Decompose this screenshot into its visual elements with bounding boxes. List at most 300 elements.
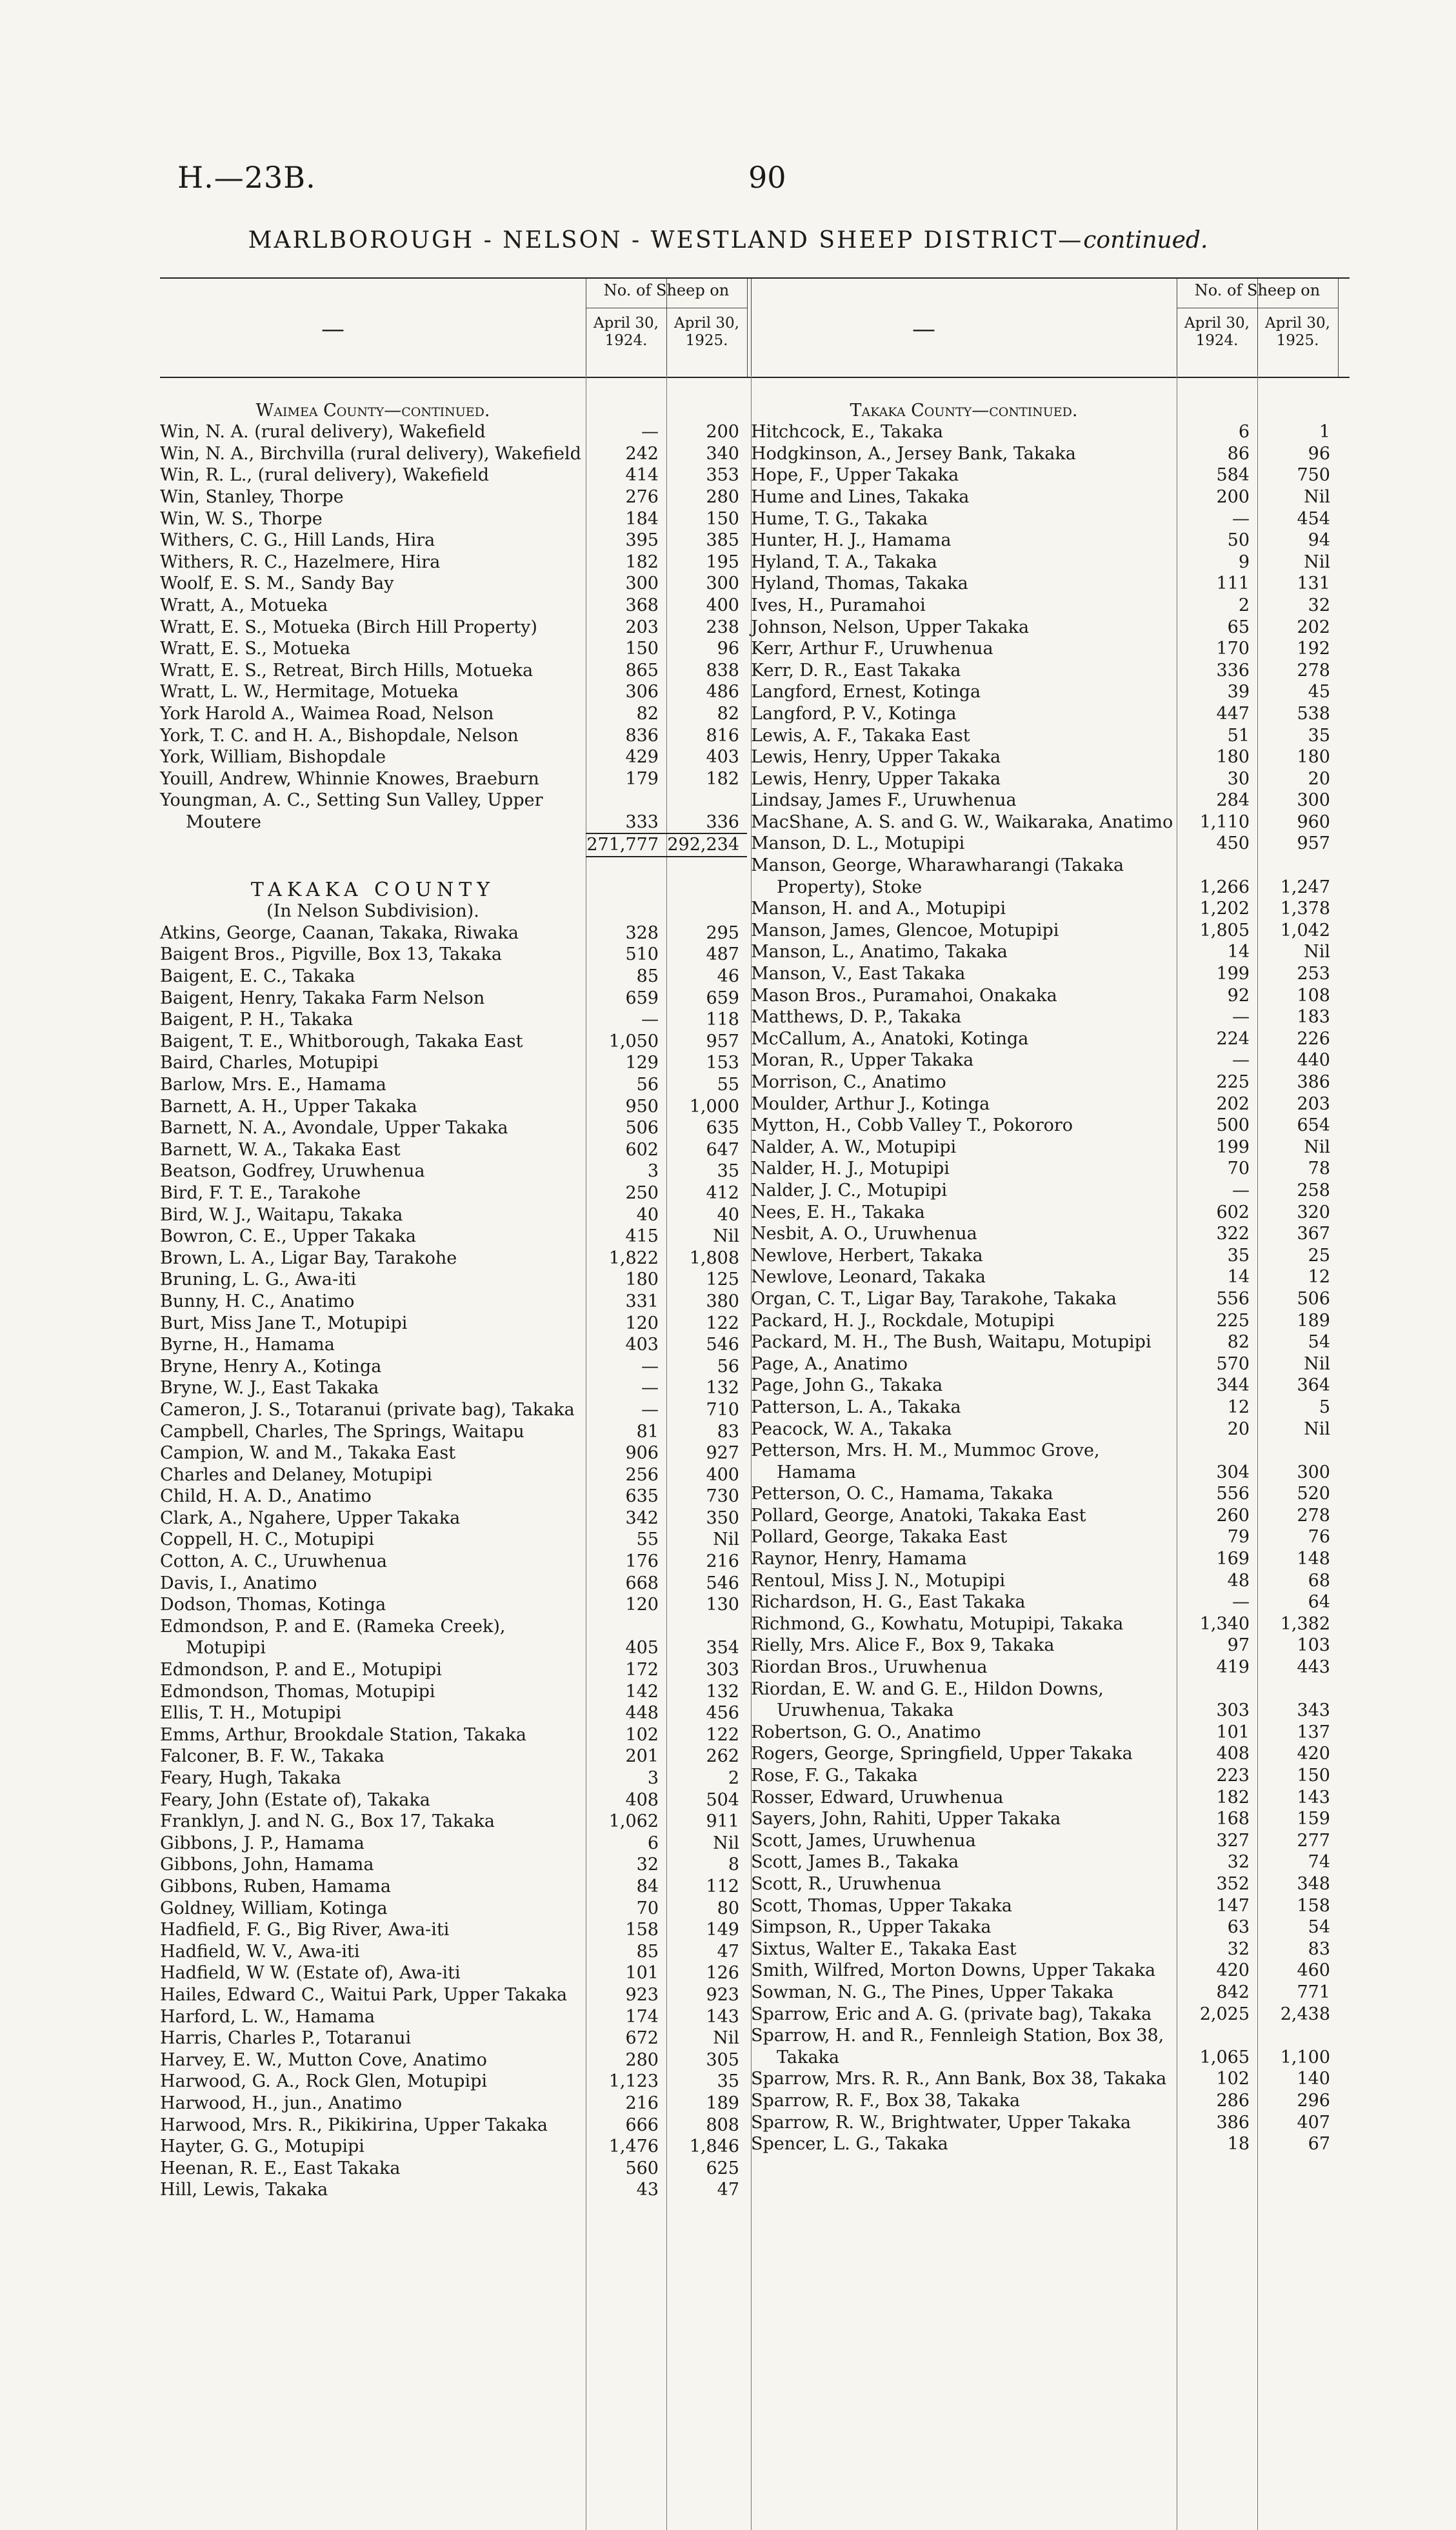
owner-name: Scott, Thomas, Upper Takaka <box>751 1895 1012 1916</box>
sheep-1924: 659 <box>625 988 659 1008</box>
table-row <box>751 1375 1350 1397</box>
owner-name: Win, Stanley, Thorpe <box>160 486 344 507</box>
owner-name: Burt, Miss Jane T., Motupipi <box>160 1313 408 1333</box>
sheep-1925: 20 <box>1308 768 1330 789</box>
sheep-1925: 153 <box>706 1053 739 1073</box>
table-row <box>751 1115 1350 1137</box>
owner-name: Wratt, L. W., Hermitage, Motueka <box>160 682 459 702</box>
table-row <box>751 1419 1350 1440</box>
sheep-1925: 96 <box>1308 443 1330 464</box>
owner-name: Bird, W. J., Waitapu, Takaka <box>160 1204 403 1225</box>
owner-name: Barlow, Mrs. E., Hamama <box>160 1075 386 1095</box>
sheep-1924: 39 <box>1227 682 1250 702</box>
table-row <box>160 1833 759 1855</box>
section-heading-takaka-continued: Takaka County—continued. <box>850 400 1078 421</box>
sheep-1925: 12 <box>1308 1267 1330 1288</box>
sheep-1925: 132 <box>706 1378 739 1399</box>
owner-name: Petterson, O. C., Hamama, Takaka <box>751 1484 1053 1504</box>
table-row <box>751 1158 1350 1180</box>
table-row <box>751 1613 1350 1635</box>
table-row <box>160 1768 759 1789</box>
table-row <box>751 1982 1350 2004</box>
owner-name: Morrison, C., Anatimo <box>751 1072 946 1092</box>
owner-name: Wratt, A., Motueka <box>160 595 328 615</box>
sheep-1924: — <box>641 1356 659 1377</box>
header-april-1925: April 30, 1925. <box>1265 315 1330 349</box>
table-row <box>160 638 759 660</box>
sheep-1925: 296 <box>1297 2090 1330 2111</box>
owner-name: Baird, Charles, Motupipi <box>160 1053 379 1073</box>
header-dash: — <box>321 316 344 343</box>
sheep-1924: 906 <box>625 1443 659 1464</box>
sheep-1924: 14 <box>1227 942 1250 962</box>
table-row <box>751 1635 1350 1657</box>
sheep-1924: 111 <box>1216 573 1250 594</box>
sheep-1925: 189 <box>1297 1310 1330 1331</box>
sheep-1924: 286 <box>1216 2090 1250 2111</box>
sheep-1924: 85 <box>636 966 659 987</box>
owner-name: Feary, John (Estate of), Takaka <box>160 1789 430 1810</box>
table-row <box>751 833 1350 855</box>
sheep-1925: 386 <box>1297 1072 1330 1092</box>
sheep-1925: 808 <box>706 2115 739 2135</box>
owner-name: Nalder, A. W., Motupipi <box>751 1137 957 1157</box>
sheep-1925: 625 <box>706 2158 739 2178</box>
sheep-1924: 174 <box>625 2006 659 2027</box>
table-row <box>751 1071 1350 1093</box>
table-row <box>160 1074 759 1096</box>
sheep-1924: 32 <box>1227 1938 1250 1959</box>
sheep-1924: 560 <box>625 2158 659 2178</box>
owner-name: Atkins, George, Caanan, Takaka, Riwaka <box>160 922 519 943</box>
sheep-1924: 48 <box>1227 1570 1250 1591</box>
sheep-1925: 32 <box>1308 595 1330 615</box>
sheep-1925: 400 <box>706 1464 739 1485</box>
owner-name: Moran, R., Upper Takaka <box>751 1050 974 1071</box>
owner-name: Hayter, G. G., Motupipi <box>160 2137 364 2157</box>
sheep-1924: 327 <box>1216 1830 1250 1851</box>
sheep-1924: 43 <box>636 2180 659 2200</box>
sheep-1924: 450 <box>1216 833 1250 854</box>
owner-name: Pollard, George, Anatoki, Takaka East <box>751 1505 1086 1526</box>
table-row <box>160 595 759 617</box>
table-row <box>160 530 759 552</box>
table-row <box>751 746 1350 768</box>
sheep-1925: 5 <box>1319 1397 1330 1417</box>
sheep-1925: 278 <box>1297 660 1330 681</box>
sheep-1925: 295 <box>706 922 739 943</box>
sheep-1925: 350 <box>706 1508 739 1528</box>
table-row <box>160 2071 759 2093</box>
sheep-1925: 143 <box>1297 1787 1330 1808</box>
owner-name: Hyland, Thomas, Takaka <box>751 573 968 594</box>
district-title-continued: continued. <box>1083 227 1208 254</box>
owner-name: Harwood, G. A., Rock Glen, Motupipi <box>160 2071 488 2092</box>
sheep-1925: 40 <box>717 1204 739 1225</box>
sheep-1924: 1,476 <box>608 2137 659 2157</box>
table-row <box>751 1397 1350 1419</box>
table-row <box>751 725 1350 747</box>
table-row <box>160 1399 759 1421</box>
sheep-1924: 1,266 <box>1199 877 1250 897</box>
sheep-1924: 300 <box>625 573 659 594</box>
owner-name: Rielly, Mrs. Alice F., Box 9, Takaka <box>751 1635 1055 1656</box>
owner-name: Baigent, E. C., Takaka <box>160 966 355 987</box>
owner-name: Packard, M. H., The Bush, Waitapu, Motupipi <box>751 1332 1152 1353</box>
sheep-1924: 6 <box>647 1833 659 1853</box>
table-row <box>160 1789 759 1811</box>
sheep-1924: 56 <box>636 1075 659 1095</box>
sheep-1925: 64 <box>1308 1592 1330 1613</box>
sheep-1925: 189 <box>706 2093 739 2113</box>
table-row <box>751 1440 1350 1483</box>
sheep-1924: 172 <box>625 1660 659 1680</box>
sheep-1924: 32 <box>636 1855 659 1875</box>
header-april-1924: April 30, 1924. <box>593 315 659 349</box>
sheep-1925: 343 <box>1297 1700 1330 1721</box>
table-row <box>751 1722 1350 1744</box>
owner-name: Harwood, Mrs. R., Pikikirina, Upper Takaka <box>160 2115 548 2135</box>
sheep-1924: 101 <box>625 1963 659 1984</box>
owner-name: Bryne, Henry A., Kotinga <box>160 1356 382 1377</box>
table-row <box>751 1093 1350 1115</box>
sheep-1925: 403 <box>706 747 739 768</box>
owner-name: Edmondson, P. and E., Motupipi <box>160 1660 442 1680</box>
sheep-1924: 3 <box>647 1161 659 1182</box>
table-row <box>751 1526 1350 1548</box>
sheep-1925: 911 <box>706 1811 739 1832</box>
sheep-1925: 280 <box>706 486 739 507</box>
sheep-1924: 63 <box>1227 1917 1250 1938</box>
table-row <box>160 1117 759 1139</box>
owner-name: Hill, Lewis, Takaka <box>160 2180 328 2200</box>
table-row <box>751 1873 1350 1895</box>
sheep-1924: 9 <box>1238 552 1250 572</box>
page-number: 90 <box>748 160 786 195</box>
table-row <box>751 464 1350 486</box>
sheep-1924: 82 <box>1227 1332 1250 1353</box>
owner-name: Kerr, D. R., East Takaka <box>751 660 961 681</box>
sheep-1925: 277 <box>1297 1830 1330 1851</box>
owner-name: Robertson, G. O., Anatimo <box>751 1722 981 1742</box>
sheep-1924: 635 <box>625 1486 659 1507</box>
sheep-1924: 12 <box>1227 1397 1250 1417</box>
sheep-1925: 47 <box>717 1941 739 1962</box>
owner-name: Manson, H. and A., Motupipi <box>751 899 1006 919</box>
sheep-1924: 55 <box>636 1529 659 1550</box>
owner-name: Heenan, R. E., East Takaka <box>160 2158 401 2178</box>
table-row <box>751 1743 1350 1765</box>
owner-name: MacShane, A. S. and G. W., Waikaraka, Anatimo <box>751 812 1173 832</box>
table-row <box>160 2049 759 2071</box>
sheep-1925: Nil <box>1304 486 1330 507</box>
owner-name: Scott, James, Uruwhenua <box>751 1830 976 1851</box>
sheep-1924: 142 <box>625 1681 659 1702</box>
owner-name: Manson, V., East Takaka <box>751 964 966 984</box>
sheep-1925: 1,382 <box>1280 1613 1330 1634</box>
sheep-1925: 300 <box>1297 790 1330 811</box>
owner-name: Barnett, W. A., Takaka East <box>160 1139 401 1160</box>
table-row <box>160 1009 759 1031</box>
sheep-1924: 415 <box>625 1226 659 1247</box>
owner-name: Win, N. A., Birchvilla (rural delivery), Wakefield <box>160 443 581 464</box>
left-rows <box>160 378 759 2201</box>
sheep-1925: 385 <box>706 530 739 551</box>
sheep-1925: 45 <box>1308 682 1330 702</box>
table-row <box>160 1313 759 1335</box>
sheep-1925: 125 <box>706 1270 739 1290</box>
sheep-1925: 1,846 <box>689 2137 739 2157</box>
sheep-1925: 960 <box>1297 812 1330 832</box>
sheep-1924: 408 <box>625 1789 659 1810</box>
sheep-1924: 836 <box>625 725 659 746</box>
table-row <box>751 1353 1350 1375</box>
sheep-1925: 278 <box>1297 1505 1330 1526</box>
sheep-1925: 367 <box>1297 1224 1330 1244</box>
sheep-1924: — <box>1232 1180 1250 1200</box>
sheep-1924: 202 <box>1216 1093 1250 1114</box>
table-row <box>160 1876 759 1898</box>
sheep-1925: 68 <box>1308 1570 1330 1591</box>
table-row <box>751 1570 1350 1592</box>
sheep-1924: 180 <box>625 1270 659 1290</box>
owner-name: Lewis, Henry, Upper Takaka <box>751 768 1001 789</box>
table-row <box>160 944 759 966</box>
sheep-1924: 666 <box>625 2115 659 2135</box>
table-row <box>751 1483 1350 1505</box>
sheep-1924: 1,062 <box>608 1811 659 1832</box>
sheep-1924: 179 <box>625 768 659 789</box>
owner-name: Cotton, A. C., Uruwhenua <box>160 1551 387 1572</box>
owner-name: Sparrow, R. W., Brightwater, Upper Takaka <box>751 2112 1132 2133</box>
owner-name: Sparrow, Mrs. R. R., Ann Bank, Box 38, Takaka <box>751 2069 1167 2089</box>
owner-name: Bird, F. T. E., Tarakohe <box>160 1182 361 1203</box>
owner-name: Franklyn, J. and N. G., Box 17, Takaka <box>160 1811 495 1832</box>
table-row <box>160 1681 759 1703</box>
sheep-1924: 2 <box>1238 595 1250 615</box>
sheep-1925: 420 <box>1297 1744 1330 1764</box>
table-row <box>160 1811 759 1833</box>
sheep-1925: 150 <box>706 508 739 529</box>
table-row <box>160 1854 759 1876</box>
sheep-1925: Nil <box>713 1833 739 1853</box>
sheep-1924: 500 <box>1216 1115 1250 1136</box>
sheep-1924: 147 <box>1216 1895 1250 1916</box>
sheep-1925: 506 <box>1297 1288 1330 1309</box>
owner-name: Organ, C. T., Ligar Bay, Tarakohe, Takaka <box>751 1288 1117 1309</box>
sheep-1924: 102 <box>625 1724 659 1745</box>
table-row <box>751 1591 1350 1613</box>
table-row <box>751 963 1350 985</box>
sheep-1925: 407 <box>1297 2112 1330 2133</box>
sheep-1925: 1,100 <box>1280 2047 1330 2067</box>
owner-name: Smith, Wilfred, Morton Downs, Upper Takaka <box>751 1960 1156 1981</box>
sheep-1925: 300 <box>1297 1462 1330 1482</box>
table-row <box>751 1851 1350 1873</box>
owner-name: Nesbit, A. O., Uruwhenua <box>751 1224 977 1244</box>
sheep-1925: 56 <box>717 1356 739 1377</box>
owner-name: Manson, D. L., Motupipi <box>751 833 965 854</box>
sheep-1924: 129 <box>625 1053 659 1073</box>
table-row <box>160 617 759 639</box>
sheep-1924: 256 <box>625 1464 659 1485</box>
table-row <box>160 1356 759 1378</box>
table-row <box>160 768 759 790</box>
sheep-1924: 199 <box>1216 1137 1250 1157</box>
sheep-1925: 2 <box>728 1768 739 1788</box>
table-row <box>751 1505 1350 1527</box>
sheep-1924: 602 <box>625 1139 659 1160</box>
sheep-1925: 443 <box>1297 1657 1330 1678</box>
sheep-1925: 546 <box>706 1335 739 1355</box>
total-1924: 271,777 <box>586 833 666 857</box>
sheep-1924: 14 <box>1227 1267 1250 1288</box>
sheep-1924: 70 <box>636 1898 659 1918</box>
header-april-1925: April 30, 1925. <box>674 315 739 349</box>
sheep-1924: 1,065 <box>1199 2047 1250 2067</box>
owner-name: Rose, F. G., Takaka <box>751 1766 918 1786</box>
sheep-1925: 200 <box>706 422 739 443</box>
sheep-1924: 419 <box>1216 1657 1250 1678</box>
owner-name: Charles and Delaney, Motupipi <box>160 1464 432 1485</box>
sheep-1924: 82 <box>636 703 659 724</box>
table-row <box>751 1028 1350 1050</box>
sheep-1924: 199 <box>1216 964 1250 984</box>
table-row <box>160 1594 759 1616</box>
table-row <box>160 1269 759 1291</box>
owner-name: Hope, F., Upper Takaka <box>751 465 959 486</box>
owner-name: Hadfield, W. V., Awa-iti <box>160 1941 360 1962</box>
sheep-1924: 1,123 <box>608 2071 659 2092</box>
owner-name: Davis, I., Anatimo <box>160 1573 317 1593</box>
table-row <box>751 1657 1350 1678</box>
sheep-1924: 865 <box>625 660 659 681</box>
sheep-1925: 183 <box>1297 1007 1330 1028</box>
table-row <box>160 1898 759 1920</box>
table-row <box>751 1895 1350 1917</box>
document-code: H.—23B. <box>177 160 316 195</box>
owner-name: Richmond, G., Kowhatu, Motupipi, Takaka <box>751 1613 1124 1634</box>
owner-name: Gibbons, J. P., Hamama <box>160 1833 364 1853</box>
sheep-1925: 538 <box>1297 703 1330 724</box>
owner-name: Simpson, R., Upper Takaka <box>751 1917 992 1938</box>
table-row <box>751 421 1350 443</box>
table-row <box>751 1808 1350 1830</box>
table-row <box>751 681 1350 703</box>
sheep-1925: 108 <box>1297 985 1330 1006</box>
sheep-1925: 130 <box>706 1595 739 1615</box>
sheep-1925: 635 <box>706 1118 739 1139</box>
owner-name: Byrne, H., Hamama <box>160 1335 335 1355</box>
sheep-1925: 1,000 <box>689 1096 739 1117</box>
sheep-1924: 158 <box>625 1920 659 1940</box>
table-row <box>751 2004 1350 2026</box>
sheep-1924: — <box>1232 1592 1250 1613</box>
sheep-1924: 150 <box>625 639 659 659</box>
owner-name: Bruning, L. G., Awa-iti <box>160 1270 357 1290</box>
sheep-1925: 35 <box>1308 725 1330 746</box>
sheep-1925: 137 <box>1297 1722 1330 1742</box>
sheep-1925: 258 <box>1297 1180 1330 1200</box>
sheep-1924: 84 <box>636 1876 659 1897</box>
owner-name: Woolf, E. S. M., Sandy Bay <box>160 573 394 594</box>
sheep-1924: 303 <box>1216 1700 1250 1721</box>
owner-name: Win, W. S., Thorpe <box>160 508 323 529</box>
table-row <box>751 985 1350 1007</box>
header-april-1924: April 30, 1924. <box>1184 315 1250 349</box>
table-row <box>160 421 759 443</box>
sheep-1925: 1,042 <box>1280 920 1330 941</box>
sheep-1924: 85 <box>636 1941 659 1962</box>
sheep-1925: Nil <box>1304 552 1330 572</box>
sheep-1924: 276 <box>625 486 659 507</box>
sheep-1925: 1,378 <box>1280 899 1330 919</box>
table-row <box>751 1917 1350 1938</box>
sheep-1924: 20 <box>1227 1419 1250 1439</box>
sheep-1925: 149 <box>706 1920 739 1940</box>
sheep-1924: 30 <box>1227 768 1250 789</box>
sheep-1925: 83 <box>1308 1938 1330 1959</box>
owner-name: Nees, E. H., Takaka <box>751 1202 925 1222</box>
table-row <box>160 746 759 768</box>
sheep-1925: 546 <box>706 1573 739 1593</box>
sheep-1925: 300 <box>706 573 739 594</box>
owner-name: Mason Bros., Puramahoi, Onakaka <box>751 985 1057 1006</box>
sheep-1924: 336 <box>1216 660 1250 681</box>
sheep-1925: 83 <box>717 1421 739 1442</box>
sheep-1924: — <box>641 1010 659 1030</box>
sheep-1925: 182 <box>706 768 739 789</box>
sheep-1925: 112 <box>706 1876 739 1897</box>
sheep-1925: 380 <box>706 1291 739 1311</box>
owner-name: Hyland, T. A., Takaka <box>751 552 937 572</box>
table-row <box>160 1529 759 1551</box>
sheep-1924: 242 <box>625 443 659 464</box>
sheep-1925: 8 <box>728 1855 739 1875</box>
table-row <box>160 1659 759 1681</box>
table-row <box>160 1984 759 2006</box>
owner-name: Page, A., Anatimo <box>751 1353 908 1374</box>
sheep-1924: 510 <box>625 944 659 965</box>
owner-name: Rosser, Edward, Uruwhenua <box>751 1787 1004 1808</box>
sheep-1925: 80 <box>717 1898 739 1918</box>
table-row <box>160 1464 759 1486</box>
owner-name: Sparrow, H. and R., Fennleigh Station, Box 38, Takaka <box>751 2026 1164 2067</box>
sheep-1925: 927 <box>706 1443 739 1464</box>
sheep-1925: 750 <box>1297 465 1330 486</box>
sheep-1924: 2,025 <box>1199 2004 1250 2024</box>
sheep-1925: 1,808 <box>689 1248 739 1268</box>
sheep-1924: 1,050 <box>608 1031 659 1051</box>
owner-name: Withers, C. G., Hill Lands, Hira <box>160 530 435 551</box>
sheep-1925: 504 <box>706 1789 739 1810</box>
table-row <box>160 508 759 530</box>
table-row <box>160 1204 759 1226</box>
left-table-header <box>160 277 759 378</box>
sheep-1924: — <box>1232 1050 1250 1071</box>
table-row <box>160 1962 759 1984</box>
table-row <box>160 988 759 1010</box>
owner-name: Sparrow, R. F., Box 38, Takaka <box>751 2090 1021 2111</box>
header-no-of-sheep: No. of Sheep on <box>1194 281 1321 299</box>
sheep-1924: 1,805 <box>1199 920 1250 941</box>
owner-name: Hunter, H. J., Hamama <box>751 530 952 551</box>
table-row <box>160 2006 759 2028</box>
sheep-1924: 65 <box>1227 617 1250 637</box>
section-subheading-takaka: (In Nelson Subdivision). <box>266 901 479 922</box>
sheep-1924: 386 <box>1216 2112 1250 2133</box>
owner-name: Feary, Hugh, Takaka <box>160 1768 341 1788</box>
